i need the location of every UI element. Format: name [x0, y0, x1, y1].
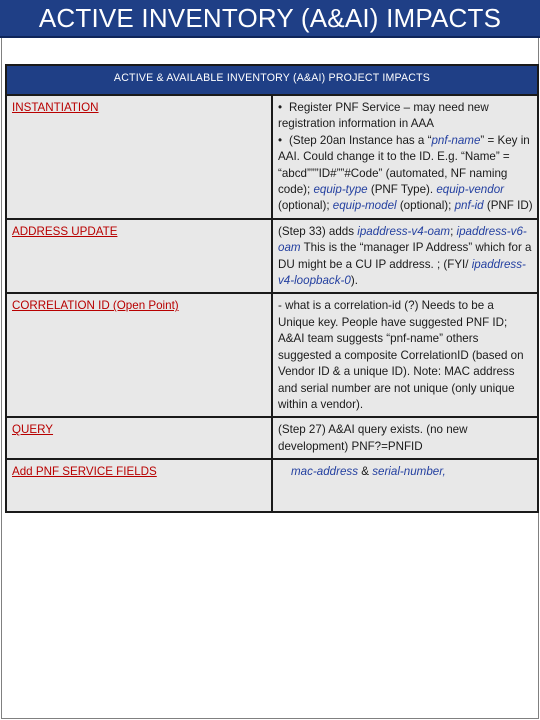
row-label-correlation-id: CORRELATION ID (Open Point): [6, 293, 272, 417]
term-pnf-id: pnf-id: [454, 199, 484, 213]
bullet-text: (optional);: [396, 199, 455, 213]
row-content-address-update: [272, 219, 538, 294]
term-ipaddress-v4-loopback: ipaddress-v4-loopback-0: [278, 257, 526, 288]
term-equip-type: equip-type: [313, 183, 368, 197]
row-content-correlation-id: - what is a correlation-id (?) Needs to be a Unique key. People have suggested PNF ID; A&AI team suggests “pnf-name” others suggested a composite CorrelationID (based on Vendor ID & a unique ID). Note: MAC address and serial number are not unique (only unique within a vendor).: [272, 293, 538, 417]
table-row: [6, 417, 538, 459]
cell-text: This is the “manager IP Address” which for a DU might be a CU IP address. ; (FYI/: [278, 241, 532, 271]
bullet-text: ” = Key in AAI. Could change it to the ID. E.g. “Name” = “abcd”””ID#””#Code” (automated, NF naming code);: [278, 133, 530, 197]
bullet-text: (PNF ID): [483, 199, 533, 213]
row-label-query: QUERY: [6, 417, 272, 459]
row-label-address-update: ADDRESS UPDATE: [6, 219, 272, 294]
slide-title: ACTIVE INVENTORY (A&AI) IMPACTS: [38, 3, 502, 33]
term-ipaddress-v6-oam: ipaddress-v6-oam: [278, 224, 527, 255]
table-row: [6, 95, 538, 219]
cell-text: &: [358, 465, 373, 479]
term-equip-model: equip-model: [332, 199, 397, 213]
list-item: • Register PNF Service – may need new registration information in AAA: [278, 101, 489, 131]
bullet-text: (Step 20an Instance has a “: [289, 133, 432, 147]
slide-title-bar: [0, 0, 540, 38]
row-label-instantiation: INSTANTIATION: [6, 95, 272, 219]
term-ipaddress-v4-oam: ipaddress-v4-oam: [357, 224, 451, 238]
row-label-add-pnf-service-fields: Add PNF SERVICE FIELDS: [6, 459, 272, 512]
term-pnf-name: pnf-name: [431, 133, 481, 147]
table-row: [6, 459, 538, 512]
cell-text: ;: [450, 224, 457, 238]
term-serial-number: serial-number,: [372, 465, 446, 479]
table-header: ACTIVE & AVAILABLE INVENTORY (A&AI) PROJECT IMPACTS: [6, 65, 538, 95]
table-row: [6, 293, 538, 417]
table-row: [6, 219, 538, 294]
bullet-text: (optional);: [278, 199, 333, 213]
term-equip-vendor: equip-vendor: [436, 183, 505, 197]
term-mac-address: mac-address: [291, 465, 359, 479]
impacts-table: [5, 64, 539, 513]
list-item: • (Step 20an Instance has a “pnf-name” = Key in AAI. Could change it to the ID. E.g. “Name” = “abcd”””ID#””#Code” (automated, NF naming code); equip-type (PNF Type). equip-vendor (optional); equip-model (optional); pnf-id (PNF ID): [278, 133, 533, 213]
cell-text: (Step 33) adds: [278, 224, 358, 238]
row-content-add-pnf-service-fields: [272, 459, 538, 512]
cell-text: ).: [350, 274, 358, 288]
bullet-text: (PNF Type).: [367, 183, 437, 197]
bullet-text: Register PNF Service – may need new registration information in AAA: [278, 101, 489, 131]
table-header-row: [6, 65, 538, 95]
row-content-query: (Step 27) A&AI query exists. (no new development) PNF?=PNFID: [272, 417, 538, 459]
row-content-instantiation: [272, 95, 538, 219]
